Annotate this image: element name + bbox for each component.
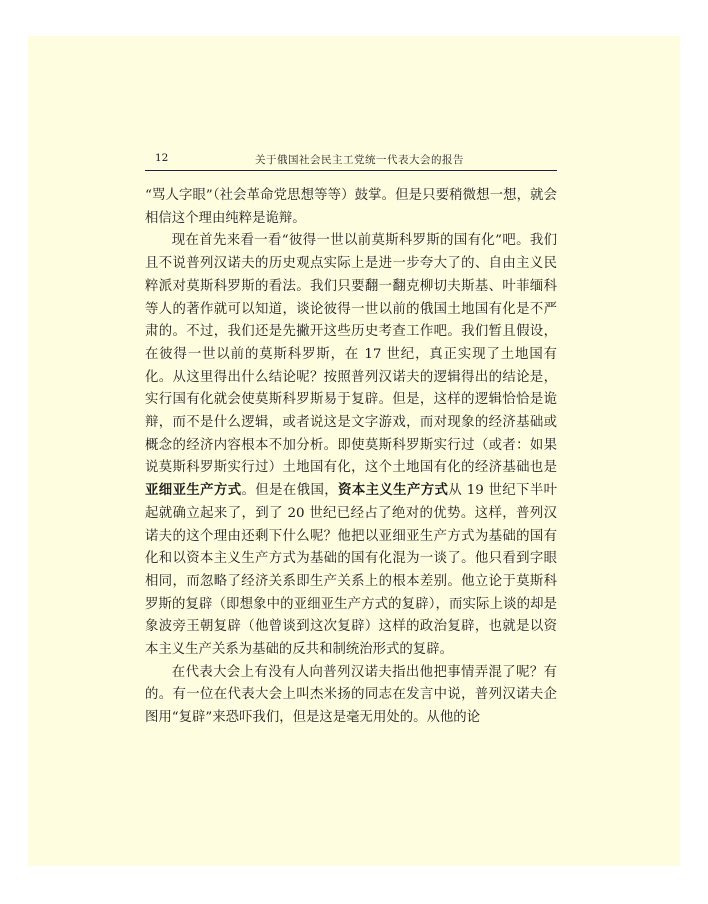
text-segment: 在代表大会上有没有人向普列汉诺夫指出他把事情弄混了呢？有的。有一位在代表大会上叫杰米扬的同志在发言中说，普列汉诺夫企图用“复辟”来恐吓我们，但是这是毫无用处的。从他的论	[145, 664, 557, 726]
paragraph-3	[145, 662, 557, 730]
body-text	[145, 185, 557, 730]
running-title: 关于俄国社会民主工党统一代表大会的报告	[255, 154, 464, 166]
paragraph-2	[145, 230, 557, 661]
text-segment: 现在首先来看一看“彼得一世以前莫斯科罗斯的国有化”吧。我们且不说普列汉诺夫的历史观点实际上是进一步夸大了的、自由主义民粹派对莫斯科罗斯的看法。我们只要翻一翻克柳切夫斯基、叶菲缅科等人的著作就可以知道，谈论彼得一世以前的俄国土地国有化是不严肃的。不过，我们还是先撇开这些历史考查工作吧。我们暂且假设，在彼得一世以前的莫斯科罗斯，在 17 世纪，真正实现了土地国有化。从这里得出什么结论呢？按照普列汉诺夫的逻辑得出的结论是，实行国有化就会使莫斯科罗斯易于复辟。但是，这样的逻辑恰恰是诡辩，而不是什么逻辑，或者说这是文字游戏，而对现象的经济基础或概念的经济内容根本不加分析。即使莫斯科罗斯实行过（或者：如果说莫斯科罗斯实行过）土地国有化，这个土地国有化的经济基础也是	[145, 233, 557, 476]
paragraph-1	[145, 185, 557, 230]
book-page	[145, 150, 557, 730]
page-number: 12	[155, 152, 169, 164]
running-head	[145, 150, 557, 171]
text-segment: “骂人字眼”（社会革命党思想等等）鼓掌。但是只要稍微想一想，就会相信这个理由纯粹是诡辩。	[145, 188, 557, 226]
bold-term: 资本主义生产方式	[338, 483, 449, 499]
text-segment: 。但是在俄国，	[241, 483, 339, 499]
text-segment: 从 19 世纪下半叶起就确立起来了，到了 20 世纪已经占了绝对的优势。这样，普列汉诺夫的这个理由还剩下什么呢？他把以亚细亚生产方式为基础的国有化和以资本主义生产方式为基础的国有化混为一谈了。他只看到字眼相同，而忽略了经济关系即生产关系上的根本差别。他立论于莫斯科罗斯的复辟（即想象中的亚细亚生产方式的复辟），而实际上谈的却是象波旁王朝复辟（他曾谈到这次复辟）这样的政治复辟，也就是以资本主义生产关系为基础的反共和制统治形式的复辟。	[145, 483, 557, 658]
bold-term: 亚细亚生产方式	[145, 483, 242, 499]
